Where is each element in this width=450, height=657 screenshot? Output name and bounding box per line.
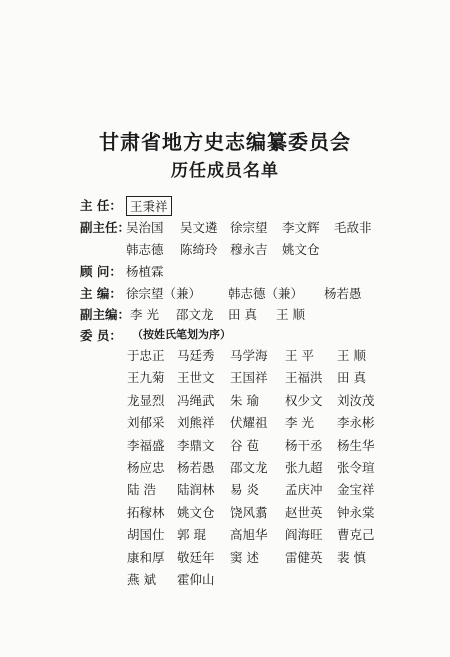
deputy-director-name: 姚文仓 xyxy=(282,242,320,257)
member-name: 王国祥 xyxy=(230,370,268,386)
members-grid-row xyxy=(127,548,397,570)
member-name: 裴 慎 xyxy=(337,549,366,565)
member-name: 田 真 xyxy=(337,370,366,386)
members-grid-row xyxy=(127,436,397,458)
deputy-director-name: 陈绮玲 xyxy=(180,242,218,257)
member-name: 霍仰山 xyxy=(177,571,215,587)
member-name: 杨若愚 xyxy=(177,459,215,475)
member-name: 郭 琨 xyxy=(177,527,206,543)
member-name: 马学海 xyxy=(230,348,268,363)
deputy-director-name: 吴文遴 xyxy=(180,220,218,235)
member-name: 康和厚 xyxy=(127,549,165,565)
director-name: 王秉祥 xyxy=(126,196,172,216)
member-name: 阎海旺 xyxy=(285,527,323,543)
deputy-director-label: 副主任： xyxy=(80,220,131,235)
member-name: 敬廷年 xyxy=(177,549,215,565)
member-name: 姚文仓 xyxy=(177,504,215,520)
member-name: 权少文 xyxy=(285,392,323,408)
deputy-director-name: 李文辉 xyxy=(282,220,320,235)
deputy-editor-name: 李 光 xyxy=(130,307,159,322)
member-name: 王九菊 xyxy=(127,370,165,386)
member-name: 赵世英 xyxy=(285,504,323,520)
members-grid-row xyxy=(127,391,397,413)
member-name: 王世文 xyxy=(177,370,215,386)
members-note: （按姓氏笔划为序） xyxy=(132,328,231,341)
member-name: 杨干丞 xyxy=(285,437,323,453)
member-name: 王 平 xyxy=(285,348,314,363)
member-name: 王福洪 xyxy=(285,370,323,386)
deputy-editor-name: 田 真 xyxy=(228,307,257,322)
member-name: 曹克己 xyxy=(337,527,375,543)
deputy-editor-name: 邵文龙 xyxy=(176,307,214,322)
member-name: 杨生华 xyxy=(337,437,375,453)
director-label: 主 任： xyxy=(80,198,122,213)
member-name: 陆 浩 xyxy=(127,482,156,498)
member-name: 马廷秀 xyxy=(177,348,215,363)
member-name: 王 顺 xyxy=(337,348,366,363)
member-name: 窦 述 xyxy=(230,549,259,565)
deputy-editor-name: 王 顺 xyxy=(276,307,305,322)
members-grid xyxy=(127,346,397,592)
deputy-director-name: 吴治国 xyxy=(126,220,164,235)
member-name: 李鼎文 xyxy=(177,437,215,453)
member-name: 李永彬 xyxy=(337,415,375,431)
deputy-director-name: 徐宗望 xyxy=(230,220,268,235)
deputy-editor-label: 副主编： xyxy=(80,307,131,322)
member-name: 燕 斌 xyxy=(127,571,156,587)
chief-editor-name: 杨若愚 xyxy=(324,286,362,301)
page-title: 甘肃省地方史志编纂委员会 xyxy=(99,130,351,154)
deputy-director-name: 韩志德 xyxy=(126,242,164,257)
members-grid-row xyxy=(127,570,397,592)
member-name: 李福盛 xyxy=(127,437,165,453)
member-name: 钟永棠 xyxy=(337,504,375,520)
deputy-director-name: 穆永吉 xyxy=(230,242,268,257)
members-grid-row xyxy=(127,503,397,525)
members-label: 委 员： xyxy=(80,328,122,343)
member-name: 张九超 xyxy=(285,459,323,475)
members-grid-row xyxy=(127,525,397,547)
member-name: 冯绳武 xyxy=(177,392,215,408)
member-name: 邵文龙 xyxy=(230,459,268,475)
member-name: 陆润林 xyxy=(177,482,215,498)
member-name: 刘郁采 xyxy=(127,415,165,431)
member-name: 张令瑄 xyxy=(337,459,375,475)
member-name: 龙显烈 xyxy=(127,392,165,408)
member-name: 拓稼林 xyxy=(127,504,165,520)
members-grid-row xyxy=(127,413,397,435)
member-name: 饶风翥 xyxy=(230,504,268,520)
chief-editor-name: 韩志德（兼） xyxy=(228,286,304,301)
member-name: 朱 瑜 xyxy=(230,392,259,408)
page-subtitle: 历任成员名单 xyxy=(171,161,279,181)
member-name: 胡国仕 xyxy=(127,527,165,543)
advisor-name: 杨植霖 xyxy=(126,264,164,279)
member-name: 谷 苞 xyxy=(230,437,259,453)
members-grid-row xyxy=(127,480,397,502)
member-name: 伏耀祖 xyxy=(230,415,268,431)
member-name: 孟庆冲 xyxy=(285,482,323,498)
member-name: 刘熊祥 xyxy=(177,415,215,431)
deputy-director-name: 毛敌非 xyxy=(334,220,372,235)
member-name: 于忠正 xyxy=(127,348,165,363)
chief-editor-label: 主 编： xyxy=(80,286,122,301)
members-grid-row xyxy=(127,458,397,480)
member-name: 雷健英 xyxy=(285,549,323,565)
chief-editor-name: 徐宗望（兼） xyxy=(126,286,202,301)
member-name: 李 光 xyxy=(285,415,314,431)
advisor-label: 顾 问： xyxy=(80,264,122,279)
member-name: 高旭华 xyxy=(230,527,268,543)
members-grid-row xyxy=(127,346,397,368)
member-name: 易 炎 xyxy=(230,482,259,498)
member-name: 刘汝茂 xyxy=(337,392,375,408)
members-grid-row xyxy=(127,368,397,390)
member-name: 金宝祥 xyxy=(337,482,375,498)
member-name: 杨应忠 xyxy=(127,459,165,475)
